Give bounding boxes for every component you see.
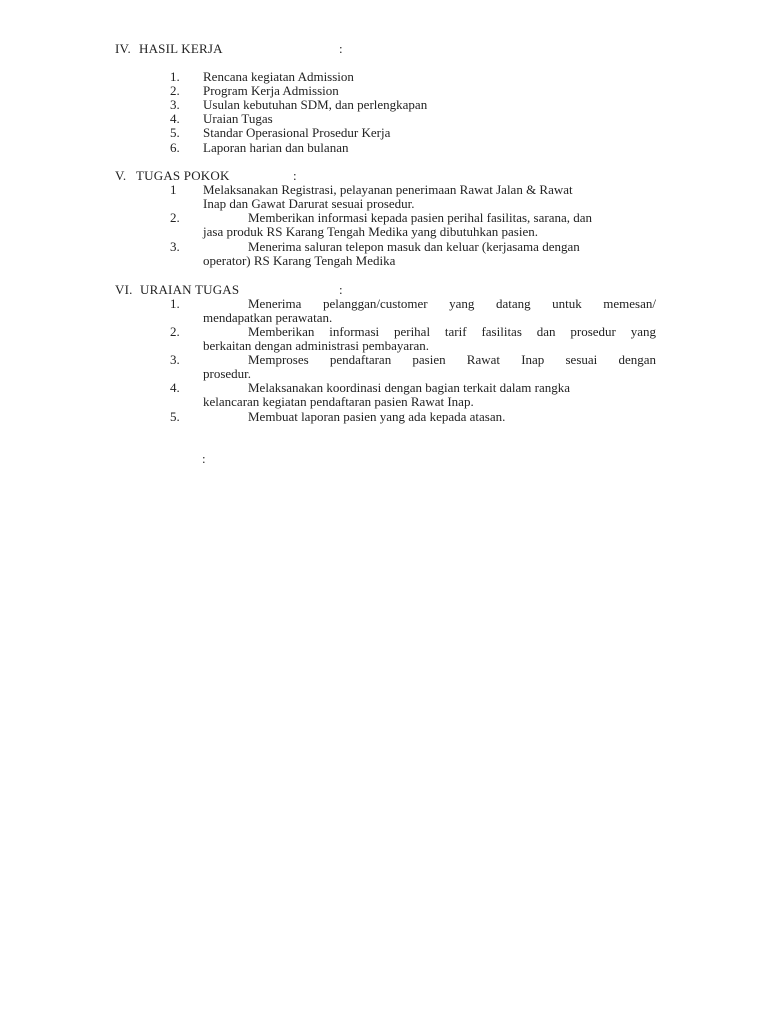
item-text: Rencana kegiatan Admission <box>203 69 354 84</box>
item-text: Program Kerja Admission <box>203 83 339 98</box>
item-text: Laporan harian dan bulanan <box>203 140 349 155</box>
item-number: 5. <box>170 125 180 140</box>
item-number: 1. <box>170 69 180 84</box>
item-line-text: Menerima pelanggan/customer yang datang untuk memesan/ <box>248 296 656 311</box>
item-line <box>203 410 656 424</box>
item-line: berkaitan dengan administrasi pembayaran. <box>203 338 429 353</box>
item-text <box>203 297 656 325</box>
item-number: 5. <box>170 409 180 424</box>
item-number: 3. <box>170 239 180 254</box>
item-number: 3. <box>170 97 180 112</box>
item-line <box>203 297 656 311</box>
item-line: mendapatkan perawatan. <box>203 310 333 325</box>
item-text <box>203 240 656 268</box>
item-number: 1 <box>170 182 177 197</box>
item-line-text: Memproses pendaftaran pasien Rawat Inap sesuai dengan <box>248 352 656 367</box>
item-line: Inap dan Gawat Darurat sesuai prosedur. <box>203 196 415 211</box>
item-line-text: Melaksanakan koordinasi dengan bagian terkait dalam rangka <box>248 380 570 395</box>
item-text <box>203 211 656 239</box>
item-text: Standar Operasional Prosedur Kerja <box>203 125 391 140</box>
item-text: Usulan kebutuhan SDM, dan perlengkapan <box>203 97 428 112</box>
section-title: TUGAS POKOK <box>136 168 230 183</box>
item-line-text: Memberikan informasi perihal tarif fasilitas dan prosedur yang <box>248 324 656 339</box>
item-line <box>203 353 656 367</box>
item-number: 2. <box>170 324 180 339</box>
item-number: 2. <box>170 83 180 98</box>
section-title: HASIL KERJA <box>139 41 223 56</box>
item-line-text: Memberikan informasi kepada pasien perihal fasilitas, sarana, dan <box>248 210 593 225</box>
item-line <box>203 381 656 395</box>
item-text <box>203 410 656 424</box>
item-line <box>203 211 656 225</box>
item-text <box>203 381 656 409</box>
indent <box>203 353 248 367</box>
section-colon: : <box>339 41 343 56</box>
item-line: prosedur. <box>203 366 252 381</box>
item-line: operator) RS Karang Tengah Medika <box>203 253 396 268</box>
item-line-text: Menerima saluran telepon masuk dan keluar (kerjasama dengan <box>248 239 580 254</box>
indent <box>203 297 248 311</box>
item-text: Uraian Tugas <box>203 111 273 126</box>
section-colon: : <box>293 168 297 183</box>
item-number: 1. <box>170 296 180 311</box>
item-text <box>203 353 656 381</box>
item-line: kelancaran kegiatan pendaftaran pasien Rawat Inap. <box>203 394 474 409</box>
indent <box>203 325 248 339</box>
section-number: V. <box>115 168 127 183</box>
item-number: 3. <box>170 352 180 367</box>
item-number: 2. <box>170 210 180 225</box>
item-line: Melaksanakan Registrasi, pelayanan penerimaan Rawat Jalan & Rawat <box>203 182 573 197</box>
trailing-colon: : <box>202 451 206 466</box>
item-number: 6. <box>170 140 180 155</box>
item-line-text: Membuat laporan pasien yang ada kepada atasan. <box>248 409 506 424</box>
item-line <box>203 325 656 339</box>
item-line: jasa produk RS Karang Tengah Medika yang dibutuhkan pasien. <box>203 224 538 239</box>
section-number: VI. <box>115 282 133 297</box>
item-number: 4. <box>170 111 180 126</box>
item-text <box>203 325 656 353</box>
item-line <box>203 240 656 254</box>
section-colon: : <box>339 282 343 297</box>
item-number: 4. <box>170 380 180 395</box>
section-number: IV. <box>115 41 131 56</box>
section-title: URAIAN TUGAS <box>140 282 240 297</box>
item-text <box>203 183 656 211</box>
